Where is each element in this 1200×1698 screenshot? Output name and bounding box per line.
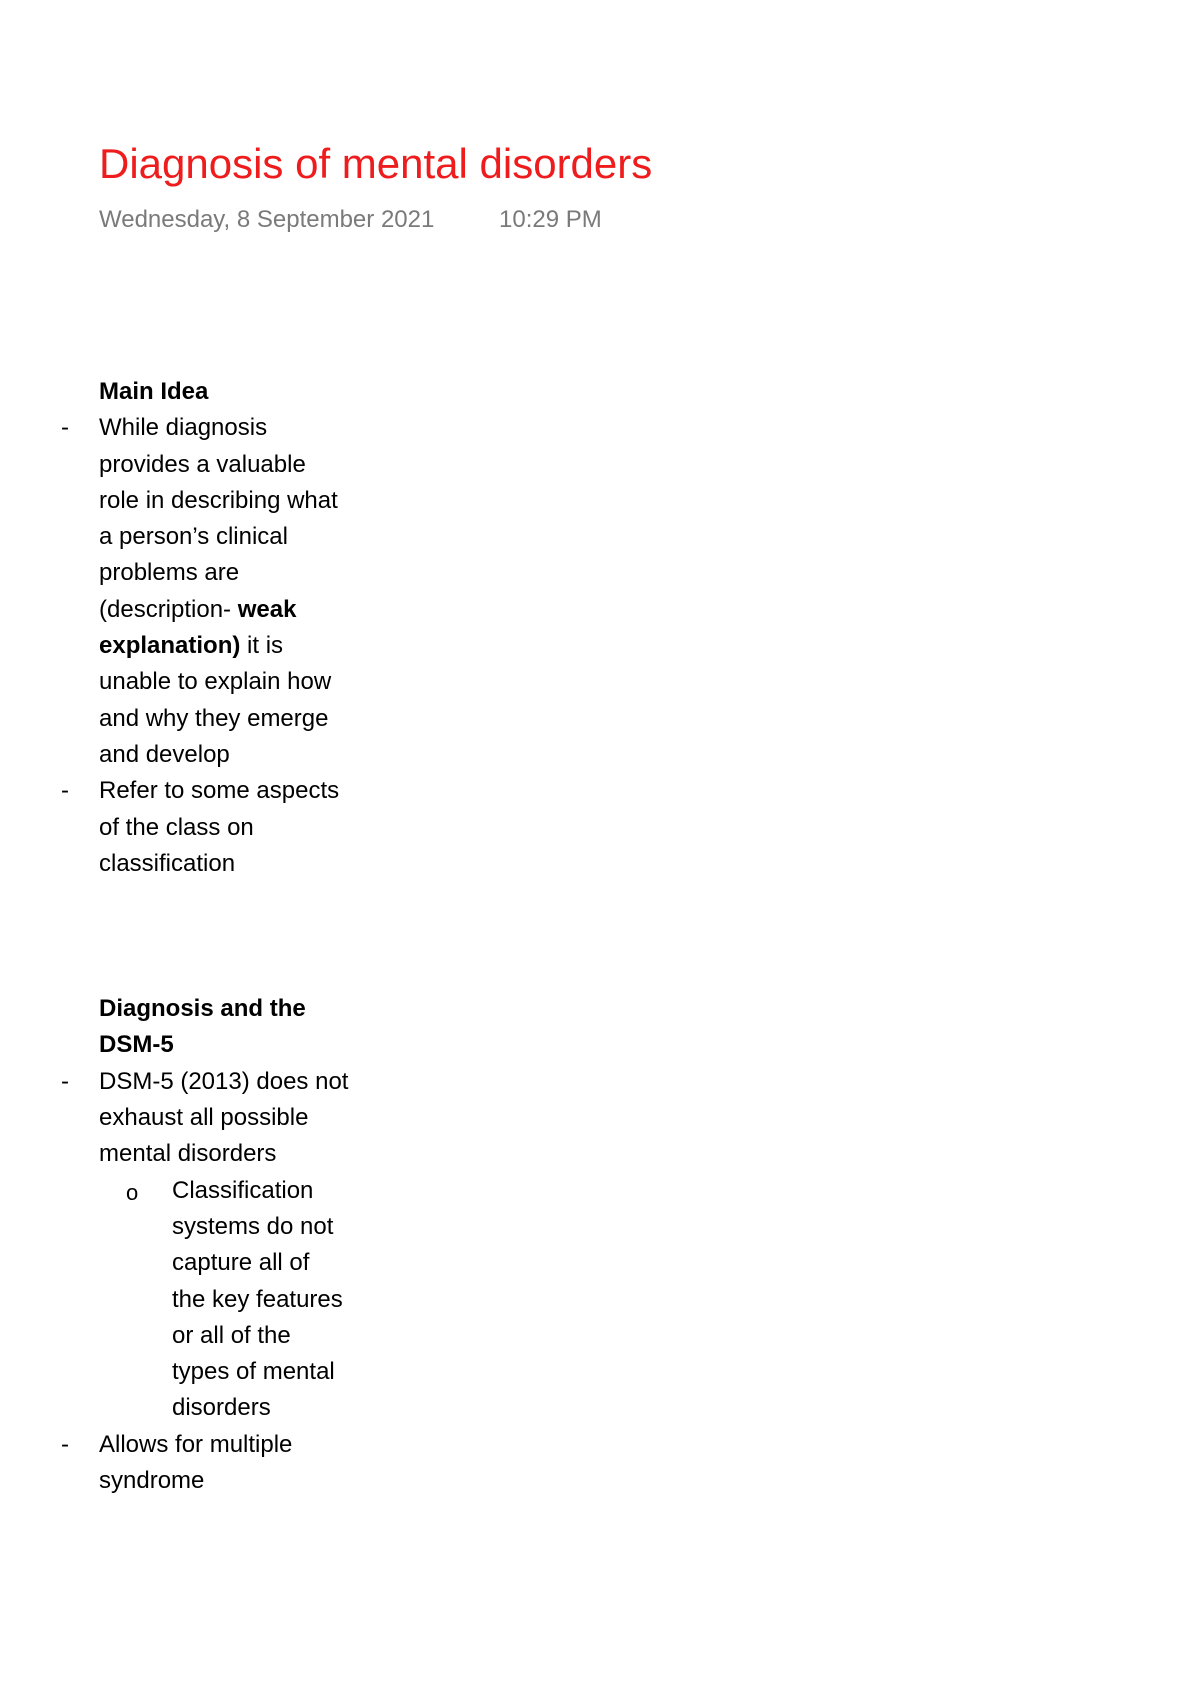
dash-bullet-icon: - [61, 414, 69, 442]
list-item [61, 1064, 349, 1173]
dash-bullet-icon: - [61, 1067, 69, 1095]
note-timestamp [99, 205, 602, 235]
dash-bullet-icon: - [61, 1430, 69, 1458]
list-item [61, 410, 349, 773]
note-time: 10:29 PM [499, 206, 602, 233]
section-heading-main-idea: Main Idea [99, 378, 209, 405]
list-item [61, 1427, 349, 1500]
list-item-bold-text: weak explanation) [99, 595, 297, 660]
note-date: Wednesday, 8 September 2021 [99, 206, 435, 233]
list-item-text: While diagnosis provides a valuable role in describing what a person’s clinical problems are (description- [99, 414, 338, 623]
sub-list-item-text: Classification systems do not capture all of the key features or all of the types of mental disorders [172, 1176, 343, 1422]
list-item [61, 773, 349, 882]
list-item-text: Refer to some aspects of the class on classification [99, 777, 340, 877]
page-title: Diagnosis of mental disorders [99, 140, 653, 187]
section-heading-dsm5: Diagnosis and the DSM-5 [99, 995, 306, 1059]
list-item-text: it is unable to explain how and why they emerge and develop [99, 632, 332, 768]
circle-bullet-icon: o [126, 1179, 139, 1205]
note-content [61, 374, 349, 1499]
list-item-text: DSM-5 (2013) does not exhaust all possible mental disorders [99, 1067, 349, 1168]
dash-bullet-icon: - [61, 777, 69, 805]
sub-list-item [126, 1173, 349, 1427]
list-item-text: Allows for multiple syndrome [99, 1430, 293, 1495]
